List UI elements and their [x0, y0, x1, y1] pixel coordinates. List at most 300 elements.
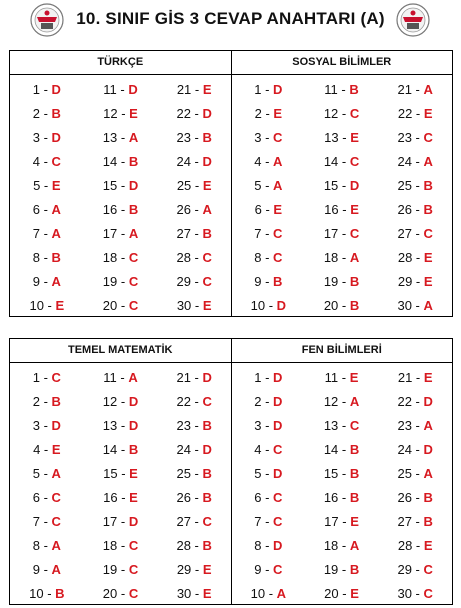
answer-letter: D	[202, 106, 212, 121]
answer-item	[157, 486, 231, 510]
answer-letter: E	[129, 490, 138, 505]
answer-letter: C	[273, 562, 283, 577]
question-number: 17 -	[102, 226, 129, 241]
question-number: 13 -	[102, 130, 129, 145]
answer-item	[157, 174, 231, 198]
answer-item	[378, 558, 452, 582]
question-number: 16 -	[323, 490, 350, 505]
question-number: 6 -	[32, 490, 52, 505]
question-number: 30 -	[176, 586, 203, 601]
answer-letter: D	[349, 178, 360, 193]
answer-column	[305, 363, 379, 604]
answer-item	[84, 582, 158, 606]
answer-item	[157, 558, 231, 582]
answer-item	[305, 198, 379, 222]
answer-item	[84, 366, 158, 390]
answer-letter: B	[128, 154, 139, 169]
answer-item	[378, 174, 452, 198]
answer-letter: C	[202, 394, 212, 409]
answer-item	[10, 438, 84, 462]
answer-column	[84, 363, 158, 604]
question-number: 17 -	[102, 514, 129, 529]
answer-item	[84, 78, 158, 102]
question-number: 9 -	[32, 562, 52, 577]
answer-letter: C	[51, 490, 61, 505]
answer-item	[378, 486, 452, 510]
answer-item	[84, 414, 158, 438]
question-number: 23 -	[176, 130, 203, 145]
question-number: 1 -	[254, 370, 274, 385]
answer-letter: D	[273, 418, 283, 433]
question-number: 25 -	[397, 466, 424, 481]
answer-letter: C	[202, 274, 212, 289]
question-number: 12 -	[323, 394, 350, 409]
answer-letter: B	[202, 418, 212, 433]
answer-item	[84, 150, 158, 174]
answer-letter: D	[128, 394, 139, 409]
question-number: 23 -	[176, 418, 203, 433]
question-number: 30 -	[176, 298, 203, 313]
question-number: 13 -	[323, 418, 350, 433]
answer-letter: D	[273, 538, 283, 553]
answer-letter: E	[129, 466, 138, 481]
answer-letter: B	[349, 442, 360, 457]
answer-item	[157, 582, 231, 606]
answer-letter: D	[276, 298, 287, 313]
question-number: 5 -	[33, 178, 52, 193]
answer-item	[232, 558, 305, 582]
question-number: 30 -	[397, 298, 424, 313]
answer-item	[305, 222, 379, 246]
answer-grid	[10, 75, 452, 316]
answer-letter: B	[202, 538, 212, 553]
question-number: 10 -	[29, 586, 56, 601]
question-number: 2 -	[254, 106, 274, 121]
question-number: 10 -	[250, 586, 277, 601]
question-number: 9 -	[254, 562, 274, 577]
question-number: 4 -	[254, 154, 274, 169]
question-number: 18 -	[323, 538, 350, 553]
answer-letter: E	[202, 178, 212, 193]
answer-letter: C	[423, 130, 433, 145]
answer-letter: A	[202, 202, 212, 217]
answer-item	[305, 534, 379, 558]
answer-item	[10, 126, 84, 150]
answer-letter: A	[423, 82, 433, 97]
question-number: 13 -	[102, 418, 129, 433]
question-number: 3 -	[32, 130, 52, 145]
answer-item	[84, 102, 158, 126]
answer-letter: C	[273, 442, 283, 457]
answer-item	[378, 438, 452, 462]
answer-letter: A	[349, 538, 360, 553]
question-number: 4 -	[254, 442, 274, 457]
answer-letter: A	[51, 466, 61, 481]
answer-item	[305, 174, 379, 198]
answer-item	[10, 102, 84, 126]
answer-item	[378, 414, 452, 438]
answer-item	[305, 126, 379, 150]
answer-item	[378, 462, 452, 486]
answer-item	[378, 246, 452, 270]
question-number: 2 -	[32, 106, 52, 121]
answer-letter: D	[202, 442, 212, 457]
question-number: 19 -	[323, 274, 350, 289]
answer-item	[10, 510, 84, 534]
school-seal-icon	[396, 3, 430, 37]
question-number: 18 -	[102, 538, 129, 553]
answer-letter: C	[128, 562, 139, 577]
answer-item	[378, 150, 452, 174]
answer-letter: C	[273, 130, 283, 145]
answer-letter: C	[128, 586, 139, 601]
answer-letter: B	[51, 394, 61, 409]
section-headers	[10, 51, 452, 75]
question-number: 20 -	[102, 298, 129, 313]
answer-letter: D	[128, 82, 138, 97]
answer-item	[305, 582, 379, 606]
question-number: 12 -	[323, 106, 350, 121]
answer-item	[10, 246, 84, 270]
answer-item	[10, 558, 84, 582]
answer-item	[232, 486, 305, 510]
answer-letter: C	[273, 250, 283, 265]
answer-item	[232, 582, 305, 606]
question-number: 28 -	[176, 538, 203, 553]
answer-letter: D	[128, 178, 139, 193]
answer-letter: C	[128, 250, 139, 265]
answer-item	[305, 366, 379, 390]
answer-item	[157, 150, 231, 174]
answer-letter: C	[51, 154, 61, 169]
question-number: 19 -	[102, 274, 129, 289]
answer-item	[84, 222, 158, 246]
answer-item	[232, 510, 305, 534]
question-number: 21 -	[176, 370, 203, 385]
answer-item	[378, 198, 452, 222]
question-number: 5 -	[254, 466, 274, 481]
question-number: 6 -	[32, 202, 52, 217]
question-number: 21 -	[397, 370, 424, 385]
answer-letter: E	[51, 178, 61, 193]
answer-letter: A	[276, 586, 287, 601]
answer-letter: E	[55, 298, 65, 313]
answer-key-table-bottom	[9, 338, 453, 605]
answer-letter: D	[128, 418, 139, 433]
question-number: 9 -	[32, 274, 52, 289]
question-number: 5 -	[254, 178, 274, 193]
answer-item	[84, 534, 158, 558]
answer-item	[84, 126, 158, 150]
question-number: 29 -	[176, 562, 203, 577]
answer-letter: E	[423, 106, 433, 121]
question-number: 27 -	[176, 514, 203, 529]
answer-letter: B	[349, 562, 360, 577]
answer-letter: A	[273, 178, 283, 193]
question-number: 4 -	[32, 154, 52, 169]
answer-letter: C	[202, 250, 212, 265]
answer-letter: E	[423, 250, 433, 265]
answer-letter: D	[273, 394, 283, 409]
answer-item	[305, 486, 379, 510]
answer-item	[305, 438, 379, 462]
answer-letter: C	[273, 226, 283, 241]
question-number: 8 -	[32, 538, 52, 553]
answer-item	[378, 366, 452, 390]
answer-letter: C	[128, 538, 139, 553]
answer-item	[157, 102, 231, 126]
answer-letter: B	[202, 226, 212, 241]
question-number: 26 -	[397, 202, 424, 217]
answer-letter: C	[349, 226, 360, 241]
answer-letter: B	[423, 514, 433, 529]
answer-letter: B	[202, 490, 212, 505]
answer-item	[84, 510, 158, 534]
section-title-fen: FEN BİLİMLERİ	[231, 339, 453, 362]
answer-letter: C	[423, 562, 433, 577]
question-number: 2 -	[32, 394, 52, 409]
answer-item	[157, 462, 231, 486]
answer-item	[84, 462, 158, 486]
answer-letter: B	[349, 82, 359, 97]
answer-item	[305, 414, 379, 438]
answer-letter: B	[51, 250, 61, 265]
question-number: 23 -	[397, 418, 424, 433]
answer-item	[157, 510, 231, 534]
answer-letter: A	[51, 226, 61, 241]
question-number: 16 -	[102, 202, 129, 217]
answer-letter: E	[423, 274, 433, 289]
answer-letter: C	[128, 298, 139, 313]
answer-letter: B	[273, 274, 283, 289]
answer-item	[232, 534, 305, 558]
answer-item	[378, 270, 452, 294]
answer-item	[10, 534, 84, 558]
answer-item	[305, 246, 379, 270]
answer-letter: E	[350, 202, 359, 217]
question-number: 29 -	[176, 274, 203, 289]
header	[0, 0, 461, 40]
answer-letter: C	[128, 274, 139, 289]
answer-column	[378, 363, 452, 604]
question-number: 24 -	[176, 442, 203, 457]
question-number: 25 -	[176, 178, 203, 193]
question-number: 24 -	[397, 442, 424, 457]
question-number: 21 -	[176, 82, 203, 97]
answer-item	[232, 126, 305, 150]
answer-letter: D	[202, 370, 212, 385]
answer-letter: A	[273, 154, 283, 169]
answer-letter: E	[129, 106, 138, 121]
answer-letter: A	[423, 466, 433, 481]
section-title-sosyal: SOSYAL BİLİMLER	[231, 51, 453, 74]
answer-item	[378, 222, 452, 246]
answer-letter: E	[202, 82, 212, 97]
question-number: 11 -	[324, 370, 350, 385]
answer-item	[232, 366, 305, 390]
answer-column	[84, 75, 158, 316]
answer-letter: D	[273, 82, 283, 97]
answer-letter: E	[350, 514, 359, 529]
answer-item	[232, 294, 305, 318]
answer-key-table-top	[9, 50, 453, 317]
answer-letter: E	[273, 202, 283, 217]
answer-item	[10, 390, 84, 414]
answer-letter: D	[128, 514, 139, 529]
question-number: 24 -	[176, 154, 203, 169]
question-number: 8 -	[254, 538, 274, 553]
answer-letter: E	[423, 370, 433, 385]
question-number: 29 -	[397, 274, 424, 289]
answer-letter: D	[273, 370, 283, 385]
section-headers	[10, 339, 452, 363]
answer-item	[378, 390, 452, 414]
question-number: 11 -	[103, 370, 129, 385]
answer-item	[84, 558, 158, 582]
answer-item	[157, 126, 231, 150]
answer-item	[157, 270, 231, 294]
answer-item	[157, 78, 231, 102]
answer-letter: C	[349, 106, 360, 121]
answer-letter: A	[51, 202, 61, 217]
question-number: 6 -	[254, 490, 274, 505]
answer-item	[84, 486, 158, 510]
question-number: 29 -	[397, 562, 424, 577]
question-number: 8 -	[32, 250, 52, 265]
answer-letter: B	[51, 106, 61, 121]
answer-letter: D	[273, 466, 283, 481]
question-number: 4 -	[33, 442, 52, 457]
answer-item	[378, 102, 452, 126]
question-number: 15 -	[102, 178, 129, 193]
question-number: 27 -	[176, 226, 203, 241]
question-number: 3 -	[32, 418, 52, 433]
answer-item	[10, 462, 84, 486]
question-number: 22 -	[397, 106, 424, 121]
question-number: 14 -	[102, 154, 129, 169]
question-number: 3 -	[254, 130, 274, 145]
answer-item	[232, 390, 305, 414]
answer-item	[232, 150, 305, 174]
question-number: 16 -	[324, 202, 351, 217]
answer-letter: B	[349, 274, 360, 289]
answer-letter: D	[51, 130, 61, 145]
answer-item	[10, 582, 84, 606]
question-number: 9 -	[254, 274, 274, 289]
question-number: 15 -	[103, 466, 130, 481]
answer-item	[378, 78, 452, 102]
answer-item	[305, 78, 379, 102]
question-number: 14 -	[102, 442, 129, 457]
answer-letter: C	[423, 586, 433, 601]
answer-column	[231, 363, 305, 604]
answer-item	[10, 222, 84, 246]
question-number: 27 -	[397, 226, 424, 241]
question-number: 22 -	[176, 394, 203, 409]
answer-item	[157, 294, 231, 318]
answer-item	[232, 438, 305, 462]
answer-item	[305, 270, 379, 294]
answer-item	[157, 534, 231, 558]
answer-letter: E	[51, 442, 61, 457]
answer-letter: E	[202, 562, 212, 577]
answer-item	[378, 294, 452, 318]
answer-item	[10, 198, 84, 222]
answer-letter: E	[349, 370, 359, 385]
answer-letter: E	[202, 298, 212, 313]
answer-item	[305, 558, 379, 582]
section-title-matematik: TEMEL MATEMATİK	[68, 344, 173, 356]
answer-letter: A	[128, 370, 138, 385]
answer-item	[84, 174, 158, 198]
question-number: 19 -	[102, 562, 129, 577]
answer-letter: A	[423, 154, 433, 169]
answer-letter: B	[349, 298, 360, 313]
question-number: 11 -	[324, 82, 350, 97]
answer-item	[84, 438, 158, 462]
answer-letter: A	[128, 226, 139, 241]
answer-item	[305, 390, 379, 414]
answer-letter: B	[423, 202, 433, 217]
answer-letter: D	[51, 82, 61, 97]
answer-column	[231, 75, 305, 316]
question-number: 19 -	[323, 562, 350, 577]
answer-column	[10, 75, 84, 316]
answer-letter: B	[423, 178, 433, 193]
answer-letter: A	[423, 298, 433, 313]
answer-item	[84, 390, 158, 414]
question-number: 10 -	[29, 298, 56, 313]
answer-item	[378, 582, 452, 606]
answer-letter: A	[128, 130, 139, 145]
answer-letter: B	[128, 202, 139, 217]
question-number: 7 -	[32, 514, 52, 529]
answer-item	[157, 390, 231, 414]
answer-grid	[10, 363, 452, 604]
question-number: 16 -	[103, 490, 130, 505]
question-number: 10 -	[250, 298, 277, 313]
answer-item	[10, 174, 84, 198]
question-number: 7 -	[254, 226, 274, 241]
question-number: 27 -	[397, 514, 424, 529]
answer-item	[232, 246, 305, 270]
question-number: 15 -	[323, 466, 350, 481]
answer-item	[10, 270, 84, 294]
answer-item	[378, 510, 452, 534]
answer-letter: A	[51, 274, 61, 289]
answer-letter: B	[349, 490, 360, 505]
question-number: 20 -	[323, 298, 350, 313]
answer-item	[232, 414, 305, 438]
answer-item	[10, 366, 84, 390]
question-number: 5 -	[32, 466, 52, 481]
question-number: 28 -	[397, 538, 424, 553]
answer-item	[378, 126, 452, 150]
question-number: 25 -	[176, 466, 203, 481]
answer-item	[232, 102, 305, 126]
answer-letter: B	[202, 130, 212, 145]
answer-letter: B	[202, 466, 212, 481]
answer-item	[10, 78, 84, 102]
question-number: 28 -	[397, 250, 424, 265]
question-number: 26 -	[176, 490, 203, 505]
question-number: 12 -	[103, 106, 130, 121]
answer-letter: D	[51, 418, 61, 433]
question-number: 23 -	[397, 130, 424, 145]
answer-letter: B	[349, 466, 360, 481]
question-number: 28 -	[176, 250, 203, 265]
answer-item	[84, 198, 158, 222]
